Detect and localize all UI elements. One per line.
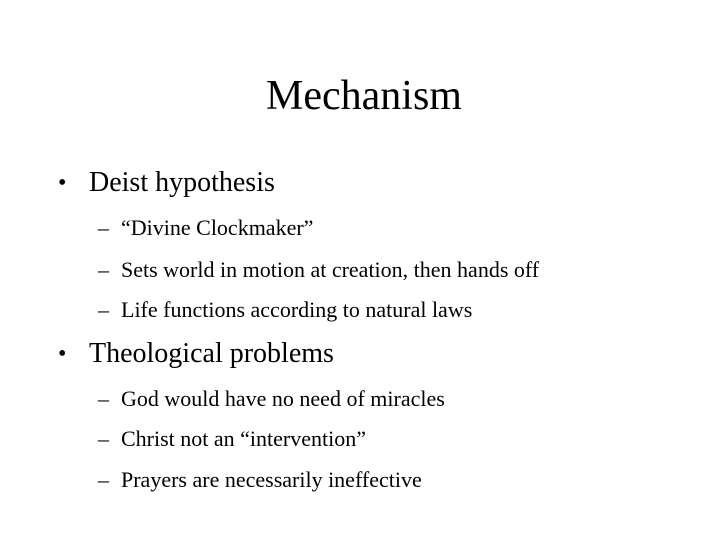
slide-title: Mechanism xyxy=(266,73,462,119)
bullet-marker: • xyxy=(58,341,67,367)
sub-bullet-text: “Divine Clockmaker” xyxy=(121,215,314,240)
sub-bullet-marker: – xyxy=(98,257,109,282)
sub-bullet-marker: – xyxy=(98,426,109,451)
sub-bullet-marker: – xyxy=(98,215,109,240)
sub-bullet-text: Sets world in motion at creation, then hands off xyxy=(121,257,540,282)
sub-bullet-marker: – xyxy=(98,467,109,492)
sub-bullet-item xyxy=(98,214,314,242)
sub-bullet-text: Prayers are necessarily ineffective xyxy=(121,467,422,492)
sub-bullet-marker: – xyxy=(98,386,109,411)
sub-bullet-item xyxy=(98,385,445,413)
sub-bullet-item xyxy=(98,466,422,494)
bullet-item xyxy=(58,166,275,200)
sub-bullet-text: Life functions according to natural laws xyxy=(121,297,473,322)
sub-bullet-text: God would have no need of miracles xyxy=(121,386,445,411)
sub-bullet-item xyxy=(98,425,366,453)
sub-bullet-marker: – xyxy=(98,297,109,322)
sub-bullet-item xyxy=(98,296,473,324)
bullet-marker: • xyxy=(58,170,67,196)
sub-bullet-text: Christ not an “intervention” xyxy=(121,426,366,451)
bullet-text: Deist hypothesis xyxy=(89,167,275,198)
sub-bullet-item xyxy=(98,256,540,284)
bullet-item xyxy=(58,337,334,371)
bullet-text: Theological problems xyxy=(89,338,334,369)
